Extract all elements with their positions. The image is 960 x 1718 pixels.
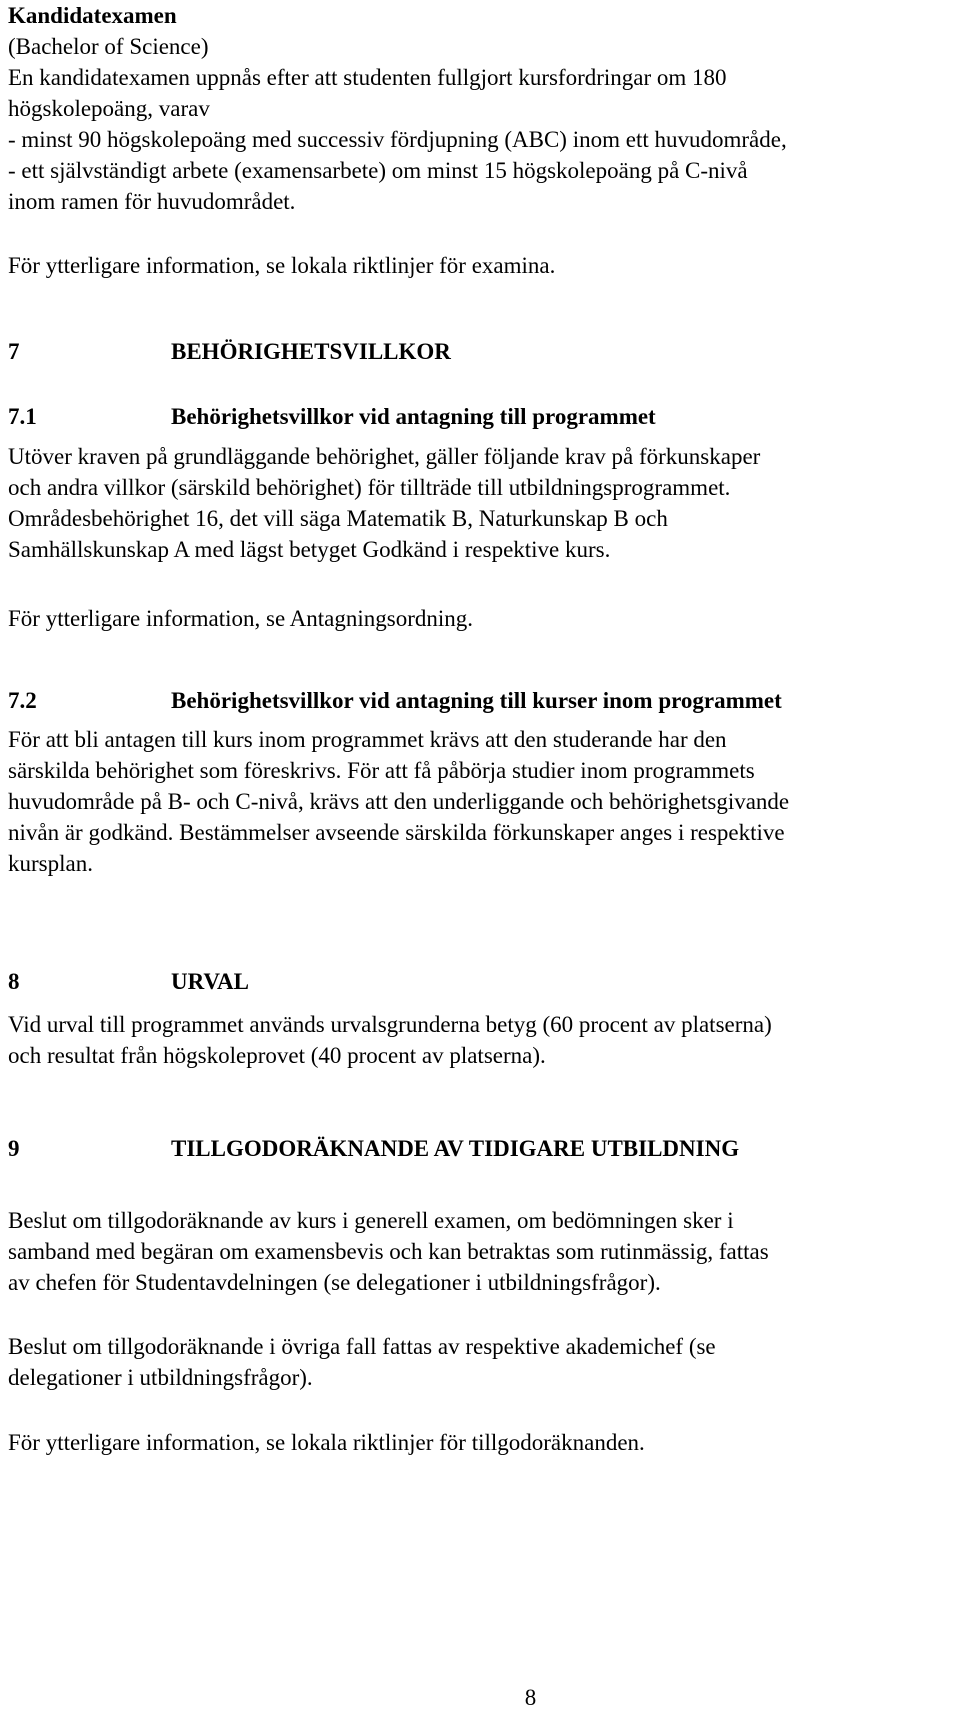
section-9-heading bbox=[8, 1133, 943, 1164]
body-line: Samhällskunskap A med lägst betyget Godkänd i respektive kurs. bbox=[8, 537, 611, 562]
degree-block bbox=[8, 0, 943, 217]
section-7-1-heading bbox=[8, 401, 943, 432]
degree-title: Kandidatexamen bbox=[8, 3, 177, 28]
body-line: Utöver kraven på grundläggande behörighet, gäller följande krav på förkunskaper bbox=[8, 444, 761, 469]
degree-subtitle: (Bachelor of Science) bbox=[8, 34, 209, 59]
body-line: delegationer i utbildningsfrågor). bbox=[8, 1365, 313, 1390]
body-line: kursplan. bbox=[8, 851, 93, 876]
degree-text-line: inom ramen för huvudområdet. bbox=[8, 189, 296, 214]
degree-note bbox=[8, 250, 943, 281]
section-9-paragraph-2 bbox=[8, 1331, 943, 1393]
body-line: samband med begäran om examensbevis och kan betraktas som rutinmässig, fattas bbox=[8, 1239, 769, 1264]
section-number: 8 bbox=[8, 969, 20, 994]
body-line: Områdesbehörighet 16, det vill säga Matematik B, Naturkunskap B och bbox=[8, 506, 668, 531]
section-title: BEHÖRIGHETSVILLKOR bbox=[171, 339, 451, 364]
section-7-2-heading bbox=[8, 685, 943, 716]
section-title: TILLGODORÄKNANDE AV TIDIGARE UTBILDNING bbox=[171, 1136, 740, 1161]
body-line: särskilda behörighet som föreskrivs. För att få påbörja studier inom programmets bbox=[8, 758, 755, 783]
degree-note-text: För ytterligare information, se lokala riktlinjer för examina. bbox=[8, 253, 556, 278]
body-line: av chefen för Studentavdelningen (se delegationer i utbildningsfrågor). bbox=[8, 1270, 661, 1295]
section-8-heading bbox=[8, 966, 943, 997]
body-line: huvudområde på B- och C-nivå, krävs att den underliggande och behörighetsgivande bbox=[8, 789, 790, 814]
section-7-heading bbox=[8, 336, 943, 367]
section-7-1-note bbox=[8, 603, 943, 634]
degree-text-line: En kandidatexamen uppnås efter att studenten fullgjort kursfordringar om 180 bbox=[8, 65, 727, 90]
section-title: URVAL bbox=[171, 969, 250, 994]
subsection-title: Behörighetsvillkor vid antagning till programmet bbox=[171, 404, 656, 429]
body-line: Beslut om tillgodoräknande i övriga fall fattas av respektive akademichef (se bbox=[8, 1334, 716, 1359]
section-8-body bbox=[8, 1009, 943, 1071]
document-page bbox=[8, 0, 943, 1718]
section-7-1-body bbox=[8, 441, 943, 565]
body-line: Beslut om tillgodoräknande av kurs i generell examen, om bedömningen sker i bbox=[8, 1208, 734, 1233]
page-number: 8 bbox=[524, 1685, 537, 1710]
section-9-paragraph-1 bbox=[8, 1205, 943, 1298]
body-line: och andra villkor (särskild behörighet) för tillträde till utbildningsprogrammet. bbox=[8, 475, 731, 500]
body-line: Vid urval till programmet används urvalsgrunderna betyg (60 procent av platserna) bbox=[8, 1012, 772, 1037]
subsection-title: Behörighetsvillkor vid antagning till kurser inom programmet bbox=[171, 688, 782, 713]
degree-text-line: - minst 90 högskolepoäng med successiv fördjupning (ABC) inom ett huvudområde, bbox=[8, 127, 787, 152]
section-number: 7 bbox=[8, 339, 20, 364]
section-7-2-body bbox=[8, 724, 943, 879]
subsection-number: 7.2 bbox=[8, 688, 37, 713]
body-line: och resultat från högskoleprovet (40 procent av platserna). bbox=[8, 1043, 546, 1068]
section-9-note bbox=[8, 1427, 943, 1458]
degree-text-line: - ett självständigt arbete (examensarbete) om minst 15 högskolepoäng på C-nivå bbox=[8, 158, 748, 183]
body-note: För ytterligare information, se Antagningsordning. bbox=[8, 606, 474, 631]
degree-text-line: högskolepoäng, varav bbox=[8, 96, 210, 121]
body-line: nivån är godkänd. Bestämmelser avseende särskilda förkunskaper anges i respektive bbox=[8, 820, 785, 845]
body-line: För att bli antagen till kurs inom programmet krävs att den studerande har den bbox=[8, 727, 727, 752]
subsection-number: 7.1 bbox=[8, 404, 37, 429]
section-number: 9 bbox=[8, 1136, 20, 1161]
body-note: För ytterligare information, se lokala riktlinjer för tillgodoräknanden. bbox=[8, 1430, 645, 1455]
